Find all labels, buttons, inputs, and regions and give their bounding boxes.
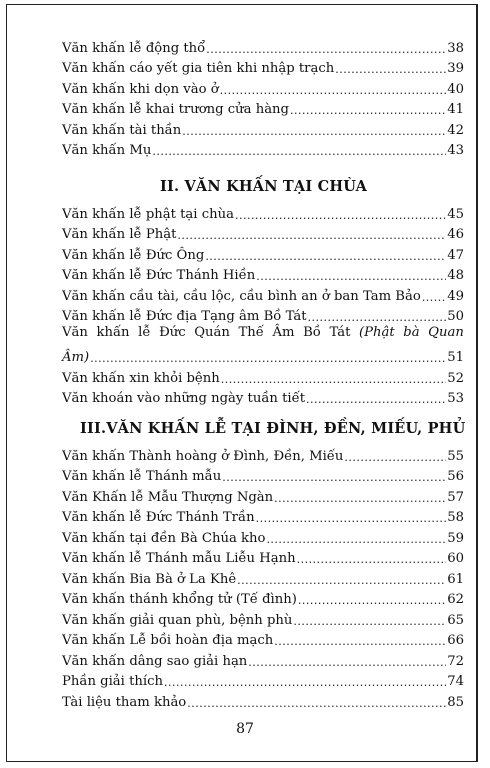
toc-page-number: 48 [447, 268, 464, 283]
page-number: 87 [236, 721, 254, 737]
toc-title-word: Văn [62, 325, 88, 340]
toc-leader-dots [297, 553, 447, 567]
toc-page-number: 39 [447, 61, 464, 76]
toc-page-number: 46 [447, 227, 464, 242]
toc-leader-dots [290, 104, 446, 118]
toc-title: Văn khấn Bia Bà ở La Khê [62, 571, 237, 587]
toc-title-word: Quán [194, 325, 230, 340]
toc-leader-dots [235, 209, 446, 223]
toc-leader-dots [293, 615, 446, 629]
toc-row[interactable] [62, 366, 464, 387]
toc-leader-dots [422, 291, 446, 305]
toc-title-word: khấn [96, 325, 130, 340]
toc-leader-dots [266, 533, 446, 547]
toc-page-number: 38 [447, 40, 464, 56]
toc-page-number: 53 [447, 391, 464, 406]
toc-page-number: 60 [447, 551, 464, 566]
toc-page-number: 65 [447, 612, 464, 628]
toc-title: Văn khấn lễ khai trương cửa hàng [62, 102, 289, 117]
toc-row[interactable] [62, 506, 464, 527]
toc-row[interactable] [62, 305, 464, 326]
toc-page-number: 50 [447, 309, 464, 324]
toc-leader-dots [152, 145, 446, 159]
toc-title: Văn khấn cáo yết gia tiên khi nhập trạch [62, 61, 335, 76]
toc-section-3 [62, 444, 464, 711]
toc-page-number: 52 [447, 370, 464, 386]
toc-title: Âm) [62, 350, 90, 365]
toc-title: Văn khấn khi dọn vào ở [62, 81, 219, 97]
toc-leader-dots [164, 676, 446, 690]
toc-page-number: 85 [447, 694, 464, 710]
toc-leader-dots [344, 451, 446, 465]
toc-row[interactable] [62, 629, 464, 650]
toc-row[interactable] [62, 444, 464, 465]
toc-title: Văn khấn lễ Đức Ông [62, 247, 205, 263]
toc-page-number: 74 [447, 674, 464, 689]
toc-leader-dots [220, 84, 447, 98]
toc-leader-dots [308, 311, 447, 325]
toc-page-number: 57 [447, 489, 464, 505]
toc-row[interactable] [62, 284, 464, 305]
toc-row[interactable] [62, 567, 464, 588]
toc-row[interactable] [62, 118, 464, 139]
toc-title: Văn Khấn lễ Mẫu Thượng Ngàn [62, 489, 274, 505]
toc-title: Văn khấn thánh khổng tử (Tế đình) [62, 592, 297, 607]
toc-leader-dots [298, 594, 446, 608]
toc-title-word: Quan [428, 325, 464, 340]
toc-leader-dots [237, 574, 446, 588]
toc-page-number: 40 [447, 81, 464, 97]
toc-row-wrapped[interactable] [62, 325, 464, 346]
toc-title: Văn khấn xin khỏi bệnh [62, 370, 220, 386]
toc-leader-dots [222, 471, 446, 485]
toc-title-word: Thế [238, 325, 264, 340]
toc-page-number: 61 [447, 571, 464, 587]
toc-leader-dots [90, 352, 446, 366]
toc-title: Văn khấn tài thần [62, 122, 182, 138]
toc-title: Văn khấn lễ Thánh mẫu Liễu Hạnh [62, 551, 296, 566]
toc-leader-dots [335, 63, 446, 77]
toc-page-number: 72 [447, 653, 464, 669]
toc-row[interactable] [62, 243, 464, 264]
toc-title: Văn khấn lễ Đức Thánh Hiền [62, 268, 256, 283]
toc-row-wrapped-continuation[interactable] [62, 346, 464, 367]
toc-page-number: 47 [447, 247, 464, 263]
toc-title-word: lễ [138, 325, 151, 340]
toc-title: Văn khấn tại đền Bà Chúa kho [62, 530, 266, 546]
toc-page-number: 45 [447, 206, 464, 222]
toc-leader-dots [274, 492, 446, 506]
toc-row[interactable] [62, 465, 464, 486]
toc-leader-dots [256, 512, 447, 526]
toc-section-1 [62, 36, 464, 159]
toc-title-word: Đức [159, 325, 186, 340]
toc-page-number: 55 [447, 448, 464, 464]
toc-row[interactable] [62, 608, 464, 629]
toc-title-word: Âm [272, 325, 295, 340]
toc-page-number: 62 [447, 592, 464, 607]
toc-title-word: Tát [329, 325, 351, 340]
toc-row[interactable] [62, 36, 464, 57]
toc-leader-dots [206, 43, 446, 57]
toc-page-number: 41 [447, 102, 464, 117]
toc-leader-dots [274, 635, 446, 649]
toc-page-number: 66 [447, 633, 464, 648]
toc-row[interactable] [62, 649, 464, 670]
toc-leader-dots [182, 125, 446, 139]
toc-row[interactable] [62, 588, 464, 609]
toc-page-number: 43 [447, 143, 464, 158]
toc-title: Văn khấn lễ phật tại chùa [62, 206, 234, 222]
toc-leader-dots [205, 250, 446, 264]
toc-page-number: 51 [447, 350, 464, 365]
toc-title: Văn khấn lễ Thánh mẫu [62, 469, 222, 484]
toc-title: Phần giải thích [62, 674, 163, 689]
toc-page-number: 49 [447, 288, 464, 304]
toc-leader-dots [187, 697, 446, 711]
toc-title: Văn khấn lễ Phật [62, 227, 177, 242]
toc-row[interactable] [62, 264, 464, 285]
toc-leader-dots [306, 393, 446, 407]
toc-row[interactable] [62, 547, 464, 568]
toc-title: Văn khấn lễ Đức Thánh Trần [62, 510, 255, 525]
toc-row[interactable] [62, 223, 464, 244]
toc-row[interactable] [62, 526, 464, 547]
toc-leader-dots [256, 270, 446, 284]
toc-leader-dots [177, 229, 446, 243]
toc-row[interactable] [62, 57, 464, 78]
toc-row[interactable] [62, 690, 464, 711]
toc-title: Văn khấn Thành hoàng ở Đình, Đền, Miếu [62, 448, 344, 464]
toc-page-number: 59 [447, 530, 464, 546]
toc-row[interactable] [62, 387, 464, 408]
toc-leader-dots [221, 373, 446, 387]
toc-title: Văn khấn lễ động thổ [62, 40, 206, 56]
toc-page-number: 56 [447, 469, 464, 484]
toc-title-word: (Phật [358, 325, 395, 340]
toc-row[interactable] [62, 139, 464, 160]
toc-row[interactable] [62, 202, 464, 223]
toc-title: Tài liệu tham khảo [62, 694, 187, 710]
toc-title: Văn khấn dâng sao giải hạn [62, 653, 248, 669]
toc-title: Văn khấn lễ Đức địa Tạng âm Bồ Tát [62, 309, 307, 324]
toc-page-number: 58 [447, 510, 464, 525]
toc-title: Văn khoán vào những ngày tuần tiết [62, 391, 306, 406]
toc-title: Văn khấn Lễ bồi hoàn địa mạch [62, 633, 274, 648]
toc-row[interactable] [62, 670, 464, 691]
toc-section-2 [62, 202, 464, 407]
toc-leader-dots [248, 656, 446, 670]
toc-title: Văn khấn cầu tài, cầu lộc, cầu bình an ở ban Tam Bảo [62, 288, 421, 304]
toc-title-word: Bồ [303, 325, 321, 340]
section-heading-3: III.VĂN KHẤN LỄ TẠI ĐÌNH, ĐỀN, MIẾU, PHỦ [80, 420, 466, 437]
section-heading-2: II. VĂN KHẤN TẠI CHÙA [160, 178, 368, 195]
toc-title: Văn khấn Mụ [62, 143, 152, 158]
toc-title: Văn khấn giải quan phù, bệnh phù [62, 612, 293, 628]
toc-page-number: 42 [447, 122, 464, 138]
toc-row[interactable] [62, 77, 464, 98]
toc-title-word: bà [403, 325, 420, 340]
toc-row[interactable] [62, 485, 464, 506]
toc-row[interactable] [62, 98, 464, 119]
